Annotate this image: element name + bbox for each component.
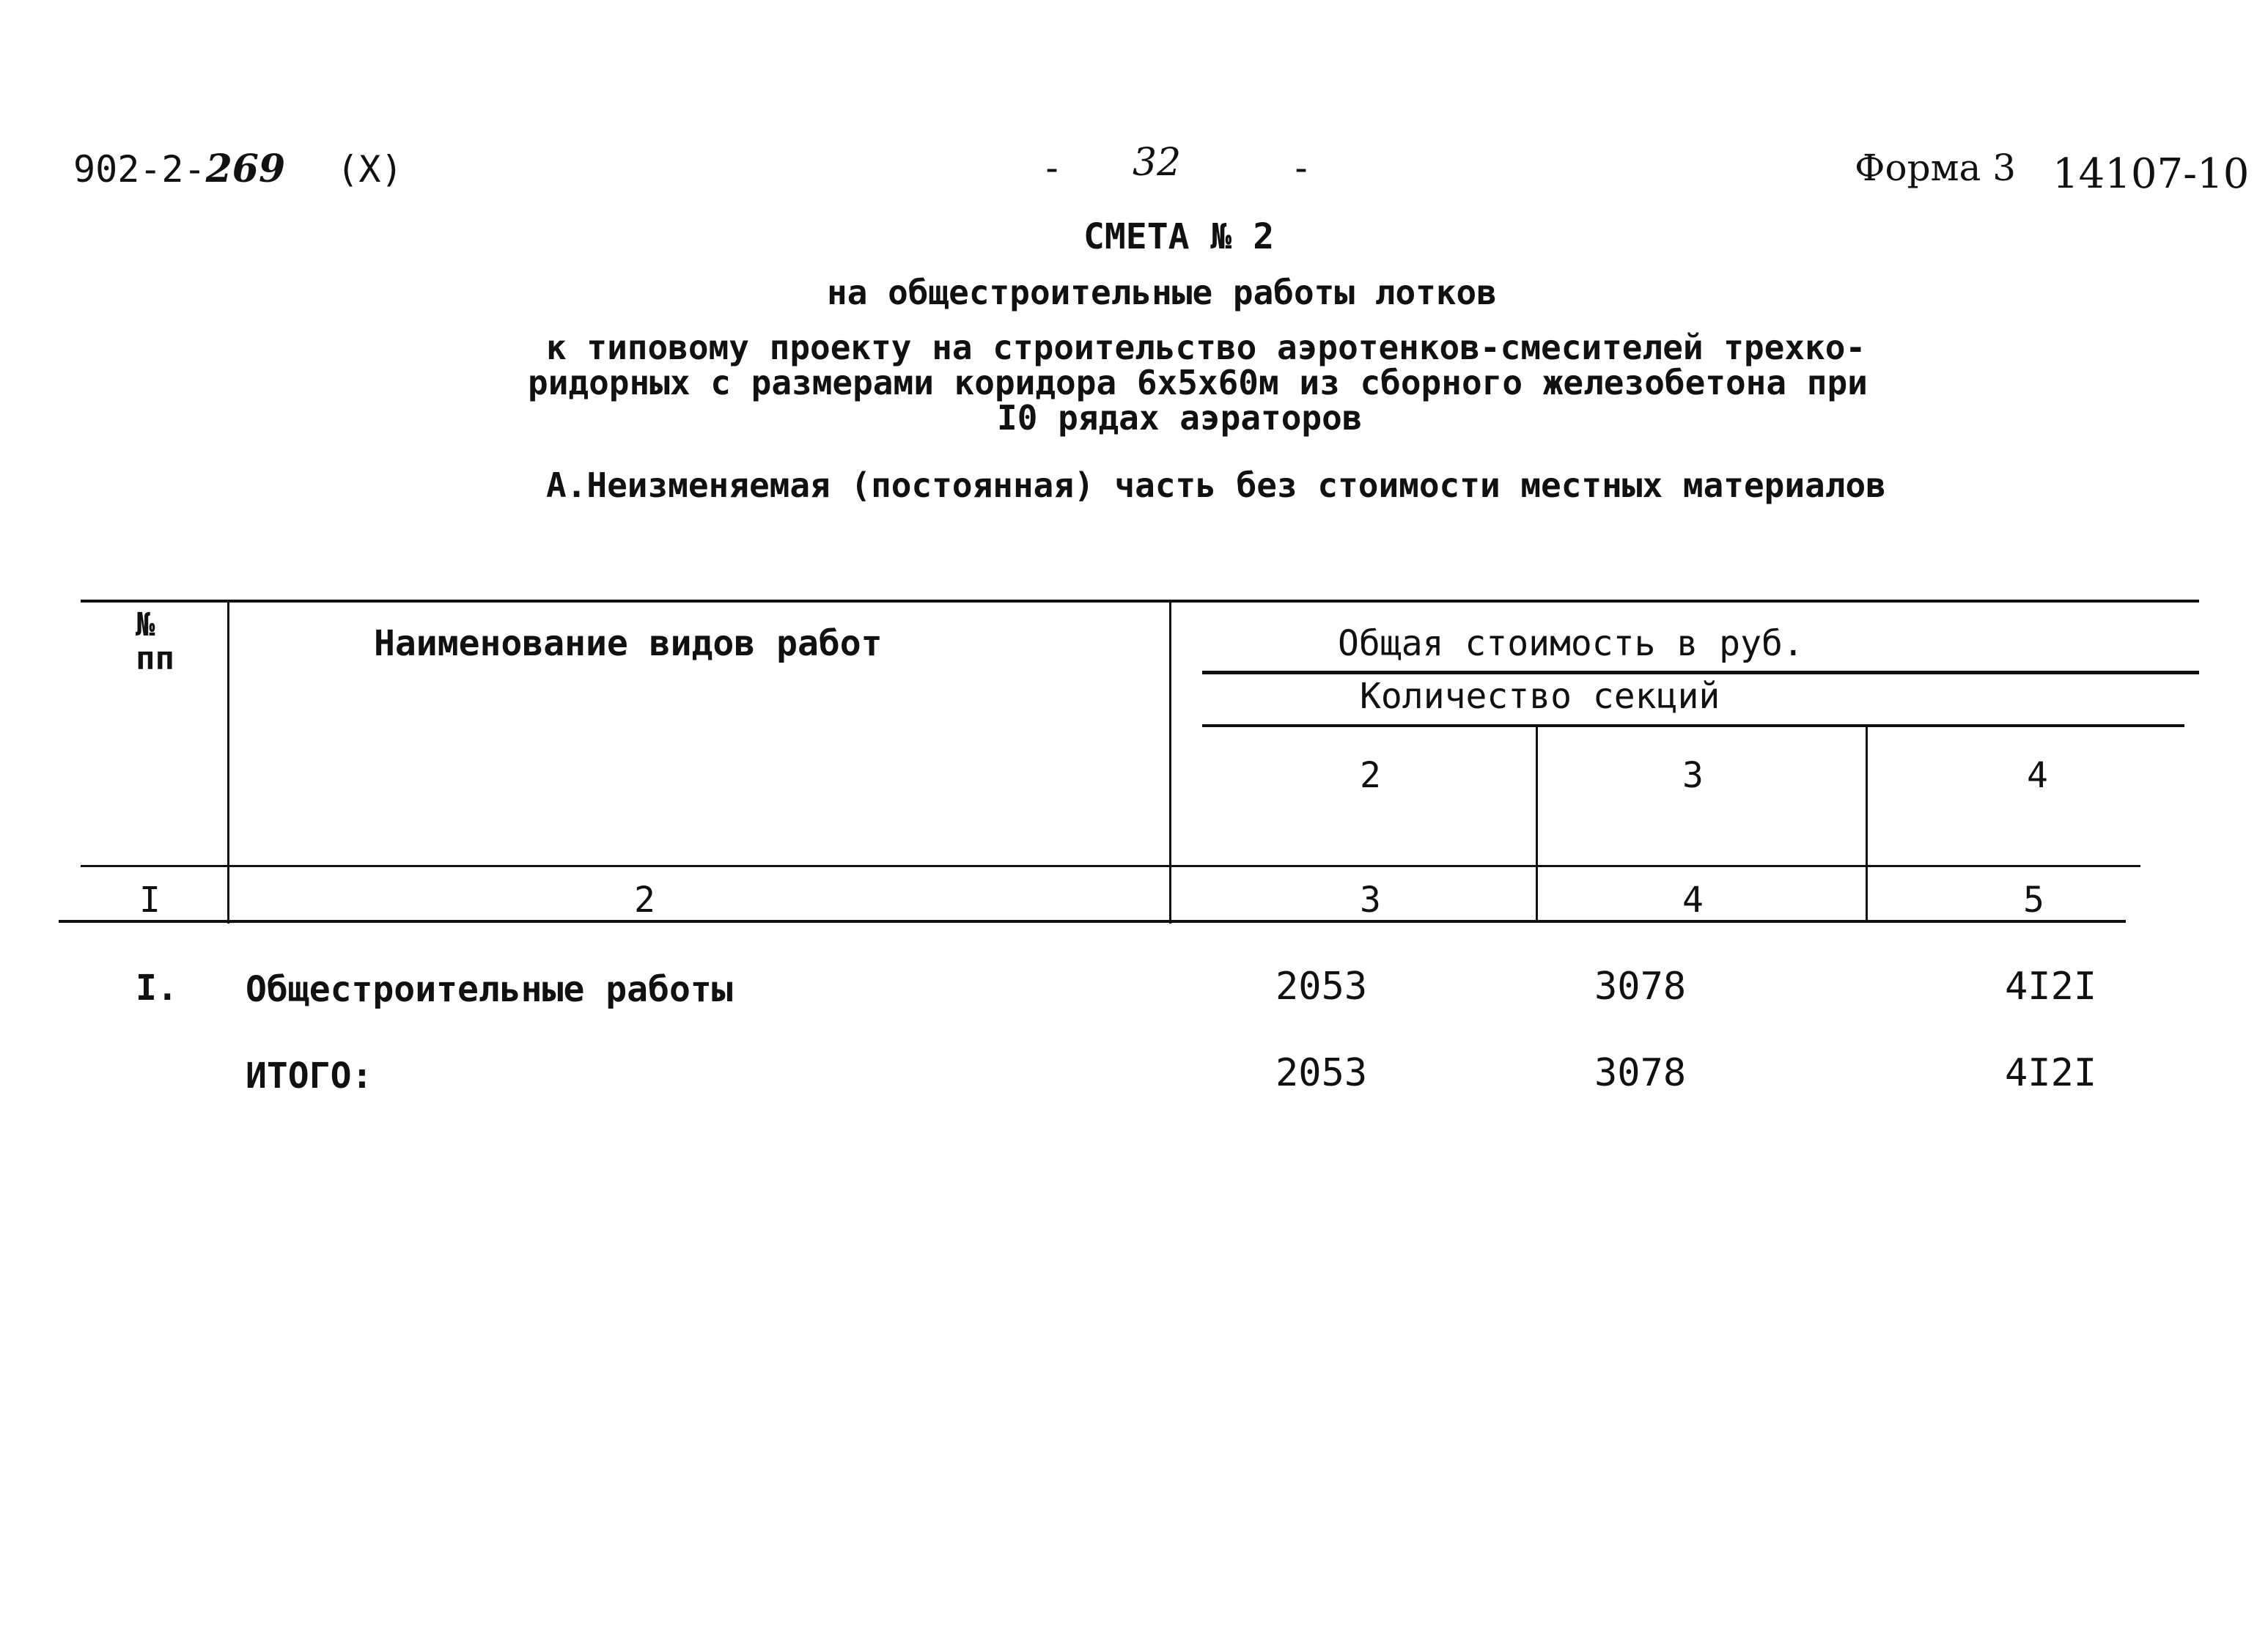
col-number-5: 5 (2023, 880, 2044, 921)
section-heading: А.Неизменяемая (постоянная) часть без стоимости местных материалов (546, 465, 1886, 505)
document-code (73, 147, 403, 191)
table-top-border (81, 600, 2199, 603)
form-code: 14107-10 (2052, 150, 2250, 198)
form-label: Форма 3 (1855, 147, 2017, 189)
row-value-4-sections: 4I2I (2005, 1051, 2097, 1095)
column-divider-1 (227, 601, 229, 924)
sections-header-underline (1202, 724, 2184, 727)
document-title: СМЕТА № 2 (1083, 216, 1275, 257)
col-sections-header: Количество секций (1360, 676, 1720, 717)
doc-code-suffix: (X) (336, 148, 403, 191)
row-name: ИТОГО: (246, 1056, 373, 1097)
page-dash-right: - (1290, 147, 1313, 189)
col-number-1: I (139, 880, 161, 921)
column-divider-4 (1866, 726, 1868, 922)
row-value-2-sections: 2053 (1275, 1051, 1368, 1095)
section-count-2: 2 (1360, 755, 1381, 796)
row-value-3-sections: 3078 (1594, 1051, 1687, 1095)
description-line-3: I0 рядах аэраторов (997, 398, 1363, 438)
row-name: Общестроительные работы (246, 969, 733, 1010)
page-number: 32 (1133, 141, 1182, 185)
col-number-3: 3 (1360, 880, 1381, 921)
header-bottom-border (81, 865, 2140, 867)
doc-code-printed: 902-2- (73, 148, 206, 191)
document-subtitle: на общестроительные работы лотков (827, 273, 1497, 312)
col-number-header: № пп (136, 606, 174, 677)
row-value-3-sections: 3078 (1594, 965, 1687, 1009)
column-numbers-bottom-border (59, 920, 2126, 923)
section-count-4: 4 (2027, 755, 2048, 796)
column-divider-3 (1536, 726, 1538, 922)
column-divider-2 (1169, 601, 1171, 924)
col-number-4: 4 (1682, 880, 1704, 921)
section-count-3: 3 (1682, 755, 1704, 796)
row-value-4-sections: 4I2I (2005, 965, 2097, 1009)
page-dash-left: - (1041, 147, 1064, 189)
row-value-2-sections: 2053 (1275, 965, 1368, 1009)
doc-code-handwritten: 269 (205, 147, 286, 191)
col-number-2: 2 (634, 880, 655, 921)
description-line-1: к типовому проекту на строительство аэротенков-смесителей трехко- (546, 328, 1866, 367)
total-header-underline (1202, 671, 2199, 674)
row-number: I. (136, 968, 178, 1009)
col-total-header: Общая стоимость в руб. (1338, 623, 1804, 664)
col-name-header: Наименование видов работ (374, 623, 883, 664)
description-line-2: ридорных с размерами коридора 6х5х60м из сборного железобетона при (528, 363, 1868, 402)
